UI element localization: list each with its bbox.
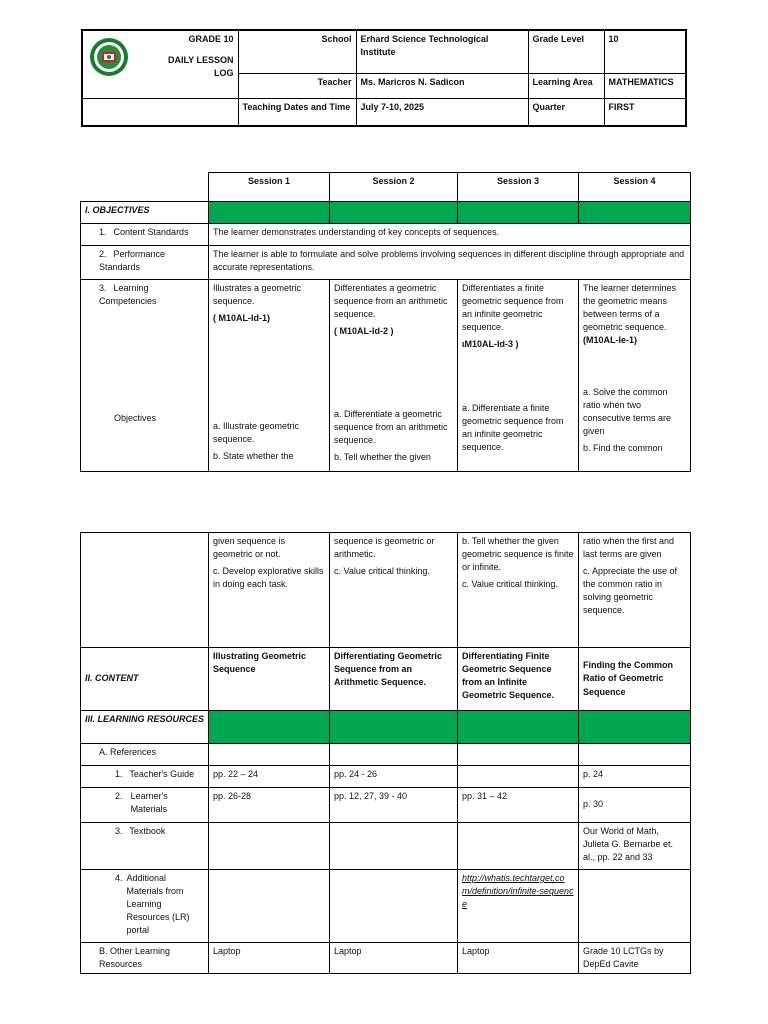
teacher-label: Teacher (238, 73, 356, 98)
infinite-sequence-link[interactable]: http://whatis.techtarget.com/definition/infinite-sequence (458, 870, 579, 943)
session-3-header: Session 3 (458, 173, 579, 202)
am-cell-4 (579, 870, 691, 943)
other-cell-3: Laptop (458, 943, 579, 974)
lm-cell-3: pp. 31 – 42 (458, 788, 579, 823)
other-cell-2: Laptop (330, 943, 458, 974)
performance-standards-label: 2. Performance Standards (81, 246, 209, 280)
content-item-3: Differentiating Finite Geometric Sequence from an Infinite Geometric Sequence. (458, 648, 579, 711)
other-cell-1: Laptop (209, 943, 330, 974)
learning-area-label: Learning Area (528, 73, 604, 98)
grade-level-value: 10 (604, 30, 686, 73)
competency-cell-4: The learner determines the geometric means between terms of a geometric sequence. (M10AL-Ie-1) a. Solve the common ratio when two consecutive terms are given b. Find the common (579, 280, 691, 472)
school-label: School (238, 30, 356, 73)
objective-continued-1: given sequence is geometric or not. c. Develop explorative skills in doing each task. (209, 533, 330, 648)
competencies-label: Learning Competencies (99, 283, 157, 307)
content-resources-table (80, 532, 691, 974)
teachers-guide-label: 1. Teacher's Guide (81, 766, 209, 788)
session-1-header: Session 1 (209, 173, 330, 202)
textbook-label: 3. Textbook (81, 823, 209, 870)
school-seal-icon (89, 37, 129, 77)
header-title-cell (82, 30, 238, 98)
am-cell-1 (209, 870, 330, 943)
content-standards-label: 1. Content Standards (81, 224, 209, 246)
objective-continued-4: ratio when the first and last terms are given c. Appreciate the use of the common ratio in solving geometric sequence. (579, 533, 691, 648)
competency-cell-3: Differentiates a finite geometric sequence from an infinite geometric sequence. ɩM10AL-Id-3 ) a. Differentiate a finite geometric sequence from an infinite geometric sequence. (458, 280, 579, 472)
learning-area-value: MATHEMATICS (604, 73, 686, 98)
tg-cell-4: p. 24 (579, 766, 691, 788)
grade-level-label: Grade Level (528, 30, 604, 73)
dll-line1: DAILY LESSON (167, 55, 234, 66)
performance-standards-text: The learner is able to formulate and solve problems involving sequences in different discipline through appropriate and accurate representations. (209, 246, 691, 280)
competencies-label-cell: 3. Learning Competencies Objectives (81, 280, 209, 472)
tb-cell-4: Our World of Math, Julieta G. Bernarbe et. al., pp. 22 and 33 (579, 823, 691, 870)
tb-cell-2 (330, 823, 458, 870)
header-table (81, 29, 687, 127)
lm-cell-4: p. 30 (579, 788, 691, 823)
objectives-title: I. OBJECTIVES (81, 202, 209, 224)
objectives-table (80, 172, 691, 472)
tb-cell-1 (209, 823, 330, 870)
tg-cell-1: pp. 22 – 24 (209, 766, 330, 788)
tg-cell-2: pp. 24 - 26 (330, 766, 458, 788)
content-item-2: Differentiating Geometric Sequence from an Arithmetic Sequence. (330, 648, 458, 711)
dll-line2: LOG (214, 68, 234, 79)
objective-continued-3: b. Tell whether the given geometric sequence is finite or infinite. c. Value critical thinking. (458, 533, 579, 648)
teacher-value: Ms. Maricros N. Sadicon (356, 73, 528, 98)
am-cell-2 (330, 870, 458, 943)
content-item-4: Finding the Common Ratio of Geometric Sequence (579, 648, 691, 711)
competency-cell-2: Differentiates a geometric sequence from an arithmetic sequence. ( M10AL-Id-2 ) a. Differentiate a geometric sequence from an arithmetic sequence. b. Tell whether the given (330, 280, 458, 472)
school-value: Erhard Science Technological Institute (356, 30, 528, 73)
other-cell-4: Grade 10 LCTGs by DepEd Cavite (579, 943, 691, 974)
quarter-value: FIRST (604, 98, 686, 126)
learners-materials-label: 2. Learner's Materials (81, 788, 209, 823)
objective-continued-2: sequence is geometric or arithmetic. c. Value critical thinking. (330, 533, 458, 648)
quarter-label: Quarter (528, 98, 604, 126)
additional-materials-label: 4. Additional Materials from Learning Resources (LR) portal (81, 870, 209, 943)
tg-cell-3 (458, 766, 579, 788)
references-label: A. References (81, 744, 209, 766)
grade-title: GRADE 10 (188, 34, 234, 44)
content-standards-text: The learner demonstrates understanding of key concepts of sequences. (209, 224, 691, 246)
other-resources-label: B. Other Learning Resources (81, 943, 209, 974)
session-4-header: Session 4 (579, 173, 691, 202)
session-2-header: Session 2 (330, 173, 458, 202)
resources-title: III. LEARNING RESOURCES (81, 711, 209, 744)
lm-cell-2: pp. 12, 27, 39 - 40 (330, 788, 458, 823)
dates-value: July 7-10, 2025 (356, 98, 528, 126)
content-item-1: Illustrating Geometric Sequence (209, 648, 330, 711)
lm-cell-1: pp. 26-28 (209, 788, 330, 823)
dates-label: Teaching Dates and Time (238, 98, 356, 126)
competency-cell-1: Illustrates a geometric sequence. ( M10AL-Id-1) a. Illustrate geometric sequence. b. State whether the (209, 280, 330, 472)
tb-cell-3 (458, 823, 579, 870)
content-title: II. CONTENT (81, 648, 209, 711)
objectives-label: Objectives (114, 413, 157, 423)
